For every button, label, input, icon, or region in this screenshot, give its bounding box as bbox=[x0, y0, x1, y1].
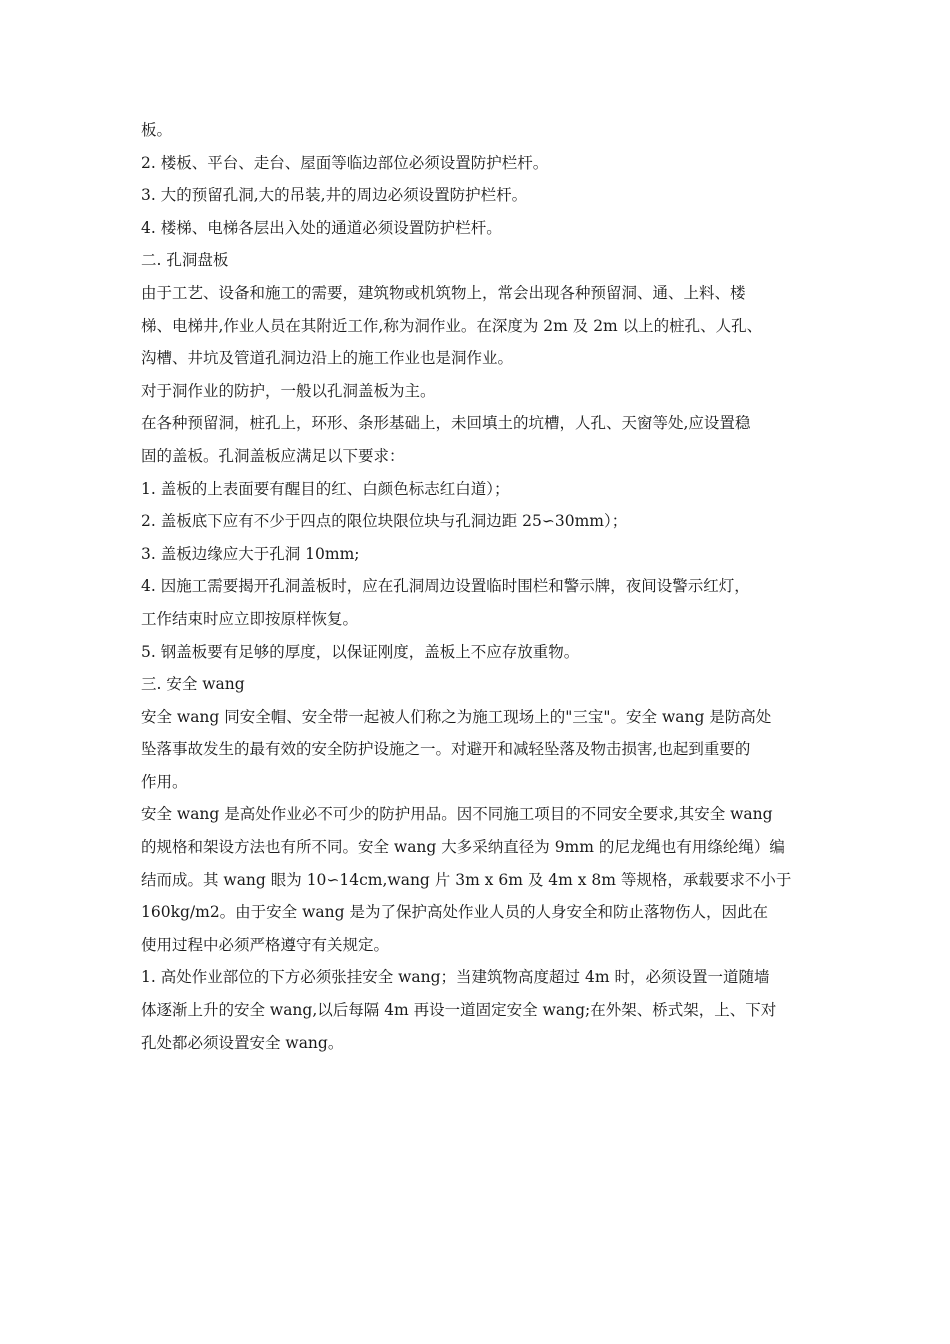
list-item: 3. 盖板边缘应大于孔洞 10mm; bbox=[141, 544, 360, 563]
list-item: 1. 高处作业部位的下方必须张挂安全 wang；当建筑物高度超过 4m 时，必须设置一道随墙 bbox=[141, 968, 770, 987]
section-heading: 三. 安全 wang bbox=[141, 675, 245, 694]
text-line: 在各种预留洞，桩孔上，环形、条形基础上，未回填土的坑槽，人孔、天窗等处,应设置稳 bbox=[141, 414, 751, 433]
text-line: 固的盖板。孔洞盖板应满足以下要求： bbox=[141, 446, 405, 465]
list-item: 3. 大的预留孔洞,大的吊装,井的周边必须设置防护栏杆。 bbox=[141, 186, 528, 205]
text-line: 使用过程中必须严格遵守有关规定。 bbox=[141, 935, 390, 954]
text-line: 由于工艺、设备和施工的需要，建筑物或机筑物上，常会出现各种预留洞、通、上料、楼 bbox=[141, 283, 746, 302]
text-line: 对于洞作业的防护，一般以孔洞盖板为主。 bbox=[141, 381, 436, 400]
text-line: 的规格和架设方法也有所不同。安全 wang 大多采纳直径为 9mm 的尼龙绳也有用绦纶绳）编 bbox=[141, 838, 785, 857]
text-line: 安全 wang 同安全帽、安全带一起被人们称之为施工现场上的"三宝"。安全 wang 是防高处 bbox=[141, 707, 772, 726]
text-line: 工作结束时应立即按原样恢复。 bbox=[141, 609, 359, 628]
document-body bbox=[141, 114, 821, 1059]
list-item: 2. 楼板、平台、走台、屋面等临边部位必须设置防护栏杆。 bbox=[141, 153, 549, 172]
text-line: 安全 wang 是高处作业必不可少的防护用品。因不同施工项目的不同安全要求,其安全 wang bbox=[141, 805, 773, 824]
text-line: 沟槽、井坑及管道孔洞边沿上的施工作业也是洞作业。 bbox=[141, 349, 514, 368]
text-line: 板。 bbox=[141, 121, 173, 139]
list-item: 1. 盖板的上表面要有醒目的红、白颜色标志红白道）； bbox=[141, 479, 510, 498]
text-line: 作用。 bbox=[141, 772, 188, 791]
list-item: 5. 钢盖板要有足够的厚度，以保证刚度，盖板上不应存放重物。 bbox=[141, 642, 580, 661]
list-item: 4. 因施工需要揭开孔洞盖板时，应在孔洞周边设置临时围栏和警示牌，夜间设警示红灯， bbox=[141, 577, 750, 596]
text-line: 坠落事故发生的最有效的安全防护设施之一。对避开和减轻坠落及物击损害,也起到重要的 bbox=[141, 740, 751, 759]
text-line: 160kg/m2。由于安全 wang 是为了保护高处作业人员的人身安全和防止落物伤人，因此在 bbox=[141, 903, 768, 922]
section-heading: 二. 孔洞盘板 bbox=[141, 251, 229, 270]
text-line: 体逐渐上升的安全 wang,以后每隔 4m 再设一道固定安全 wang;在外架、桥式架，上、下对 bbox=[141, 1001, 777, 1020]
text-line: 孔处都必须设置安全 wang。 bbox=[141, 1033, 344, 1052]
list-item: 4. 楼梯、电梯各层出入处的通道必须设置防护栏杆。 bbox=[141, 218, 502, 237]
list-item: 2. 盖板底下应有不少于四点的限位块限位块与孔洞边距 25∽30mm）； bbox=[141, 512, 628, 531]
text-line: 梯、电梯井,作业人员在其附近工作,称为洞作业。在深度为 2m 及 2m 以上的桩孔、人孔、 bbox=[141, 316, 763, 335]
text-line: 结而成。其 wang 眼为 10∽14cm,wang 片 3m x 6m 及 4m x 8m 等规格，承载要求不小于 bbox=[141, 870, 792, 889]
